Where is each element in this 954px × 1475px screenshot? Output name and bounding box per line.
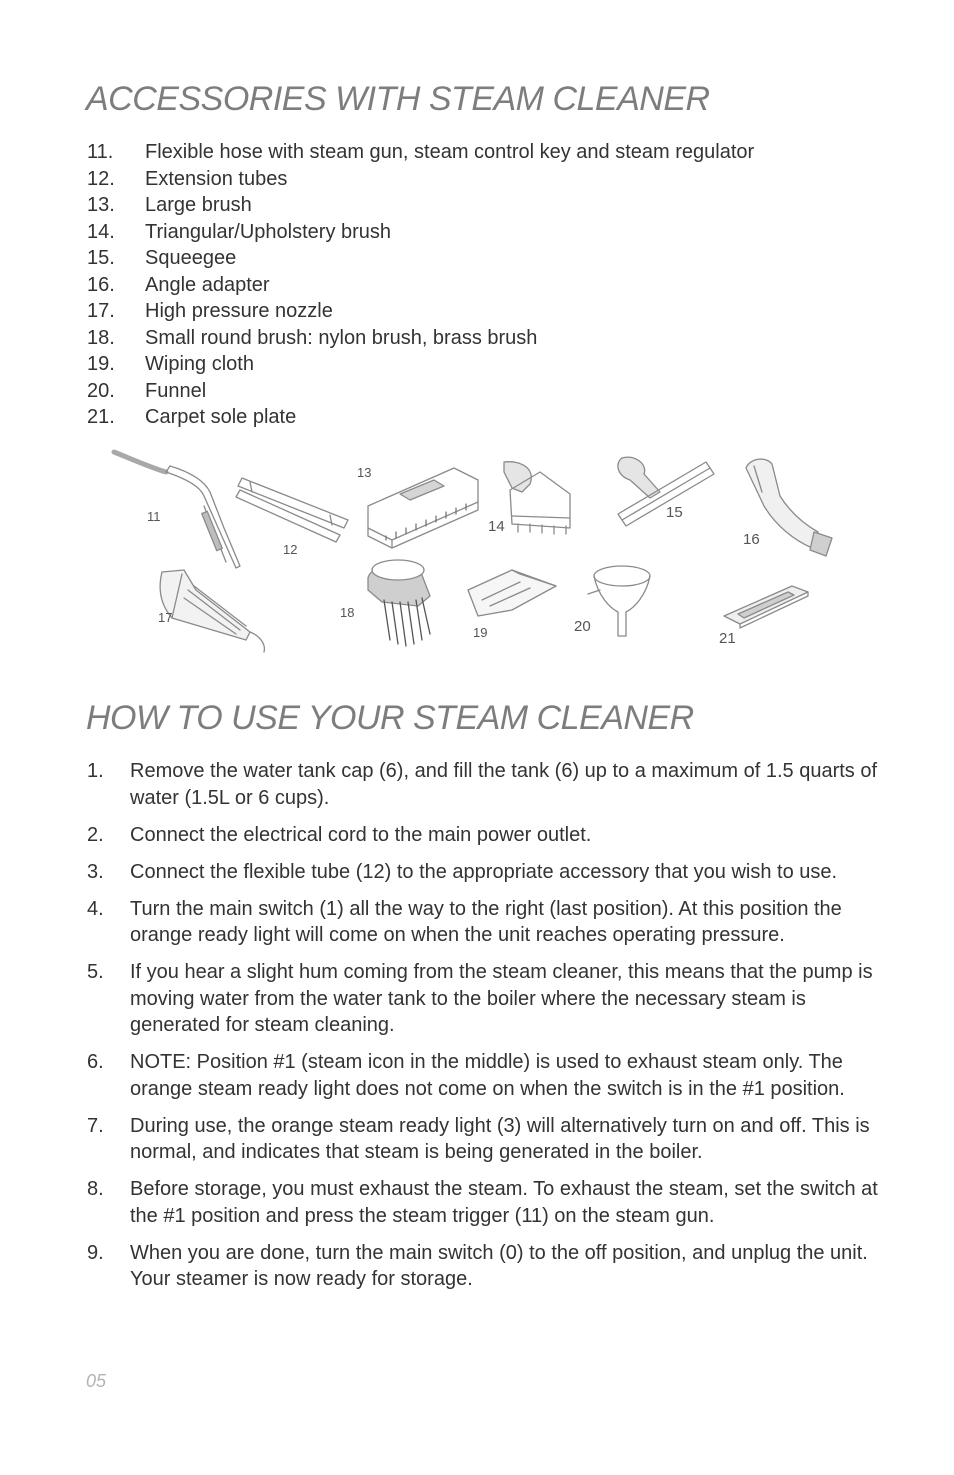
item-text: Extension tubes [145,167,288,190]
list-item [87,219,754,246]
list-item [87,959,887,1039]
callout-12: 12 [283,542,298,557]
callout-15: 15 [666,504,683,521]
list-item [87,166,754,193]
page-number: 05 [86,1371,107,1391]
list-item [87,298,754,325]
step-text: Before storage, you must exhaust the steam. To exhaust the steam, set the switch at the #1 position and press the steam trigger (11) on the steam gun. [130,1178,878,1227]
item-text: Triangular/Upholstery brush [145,220,392,243]
list-item [87,896,887,949]
step-number: 4. [87,897,104,920]
item-number: 15. [87,247,115,269]
instructions-list [87,758,887,1303]
triangular-brush-icon [504,462,570,534]
item-number: 11. [87,141,114,163]
item-text: Angle adapter [145,273,270,296]
item-text: High pressure nozzle [145,300,333,322]
step-text: NOTE: Position #1 (steam icon in the middle) is used to exhaust steam only. The orange steam ready light does not come on when the switch is in the #1 position. [130,1051,845,1100]
callout-21: 21 [719,630,736,647]
item-text: Large brush [145,194,252,216]
list-item [87,245,754,272]
step-number: 7. [87,1114,104,1137]
step-number: 5. [87,961,104,983]
step-text: Turn the main switch (1) all the way to the right (last position). At this position the orange ready light will come on when the unit reaches operating pressure. [130,897,842,946]
accessories-list [87,139,754,431]
item-number: 16. [87,273,115,296]
round-brush-icon [368,560,430,646]
step-text: Remove the water tank cap (6), and fill the tank (6) up to a maximum of 1.5 quarts of water (1.5L or 6 cups). [130,760,878,809]
steam-gun-hose-icon [114,452,240,568]
extension-tubes-icon [236,478,348,542]
callout-19: 19 [473,625,488,640]
callout-13: 13 [357,465,372,480]
funnel-icon [588,566,650,636]
item-text: Flexible hose with steam gun, steam control key and steam regulator [145,141,755,163]
list-item [87,1049,887,1102]
carpet-sole-plate-icon [724,586,808,628]
step-number: 8. [87,1178,104,1200]
step-number: 2. [87,823,104,846]
list-item [87,859,887,886]
item-text: Small round brush: nylon brush, brass brush [145,326,538,349]
accessories-drawing [100,440,860,665]
item-text: Wiping cloth [145,353,254,375]
list-item [87,758,887,811]
item-text: Carpet sole plate [145,406,297,428]
how-to-heading: HOW TO USE YOUR STEAM CLEANER [86,699,694,737]
callout-11: 11 [147,509,161,524]
item-number: 17. [87,300,115,322]
accessories-heading: ACCESSORIES WITH STEAM CLEANER [86,80,710,118]
item-number: 19. [87,353,115,375]
callout-16: 16 [743,531,760,548]
step-text: If you hear a slight hum coming from the steam cleaner, this means that the pump is moving water from the water tank to the boiler where the necessary steam is generated for steam cleaning. [130,961,873,1036]
list-item [87,1240,887,1293]
item-number: 14. [87,220,115,243]
wiping-cloth-icon [468,570,556,616]
item-text: Funnel [145,379,207,402]
list-item [87,822,887,849]
list-item [87,192,754,219]
large-brush-icon [368,468,478,548]
list-item [87,1176,887,1229]
item-number: 21. [87,406,115,428]
high-pressure-nozzle-icon [160,570,264,652]
list-item [87,325,754,352]
callout-18: 18 [340,605,355,620]
list-item [87,272,754,299]
list-item [87,378,754,405]
callout-14: 14 [488,518,505,535]
step-number: 3. [87,860,104,883]
step-text: When you are done, turn the main switch (0) to the off position, and unplug the unit. Your steamer is now ready for storage. [130,1241,868,1290]
step-number: 1. [87,760,104,782]
step-number: 6. [87,1051,104,1073]
step-text: Connect the flexible tube (12) to the appropriate accessory that you wish to use. [130,860,838,883]
step-text: Connect the electrical cord to the main power outlet. [130,823,592,846]
item-number: 12. [87,167,115,190]
list-item [87,351,754,378]
step-number: 9. [87,1241,104,1264]
item-number: 20. [87,379,115,402]
list-item [87,1113,887,1166]
list-item [87,139,754,166]
item-number: 13. [87,194,115,216]
callout-20: 20 [574,618,591,635]
step-text: During use, the orange steam ready light (3) will alternatively turn on and off. This is normal, and indicates that steam is being generated in the boiler. [130,1114,870,1163]
list-item [87,404,754,431]
item-number: 18. [87,326,115,349]
item-text: Squeegee [145,247,237,269]
accessories-illustration [100,440,860,665]
callout-17: 17 [158,610,173,625]
